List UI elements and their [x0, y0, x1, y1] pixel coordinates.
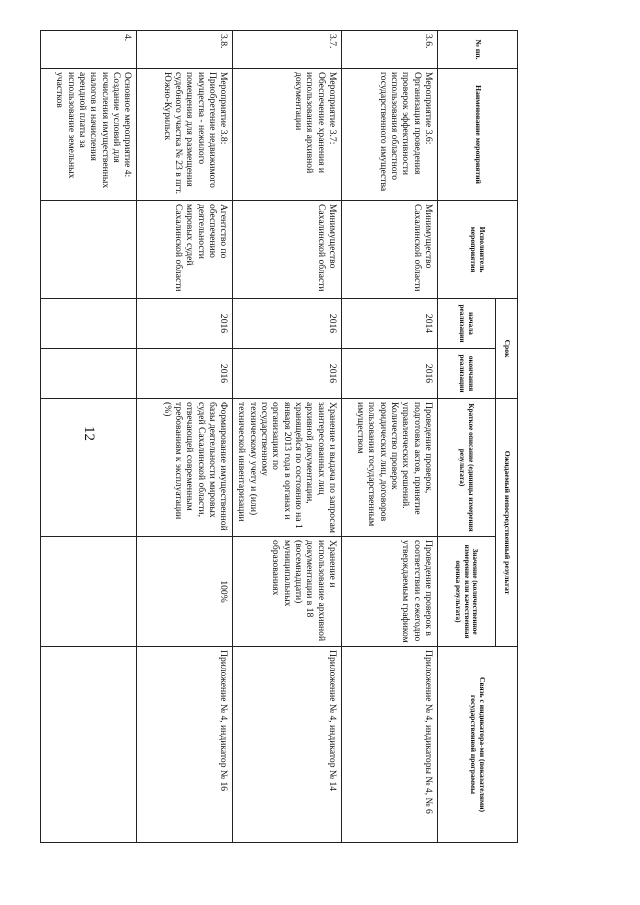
row-start [41, 299, 137, 349]
row-executor: Минимущество Сахалинской области [233, 201, 342, 299]
row-executor [41, 201, 137, 299]
table-row [233, 31, 342, 843]
header-link: Связь с индикатора-ми (показателями) государственной программы [438, 647, 518, 843]
header-term-start: начала реализации [438, 299, 496, 349]
row-link: Приложение № 4, индикатор № 14 [233, 647, 342, 843]
table-row [137, 31, 233, 843]
row-start: 2016 [137, 299, 233, 349]
header-result-short: Краткое описание (единицы измерения результата) [438, 399, 496, 537]
row-start: 2014 [342, 299, 438, 349]
row-end [41, 349, 137, 399]
header-result: Ожидаемый непосредственный результат [496, 399, 518, 647]
row-value: Проведение проверок в соответствии с ежегодно утверждаемым графиком [342, 537, 438, 647]
row-executor: Агентство по обеспечению деятельности мировых судей Сахалинской области [137, 201, 233, 299]
row-name: Мероприятие 3.8: Приобретение недвижимого имущества - нежилого помещения для размещения судебного участка № 23 в пгт. Южно-Курильск [137, 69, 233, 201]
row-short [41, 399, 137, 537]
row-name: Основное мероприятие 4: Создание условий для исчисления имущественных налогов и начисления арендной платы за использование земельных участков [41, 69, 137, 201]
row-executor: Минимущество Сахалинской области [342, 201, 438, 299]
page-number: 12 [80, 425, 97, 441]
row-value: Хранение и использование архивной документации в 18 (восемнадцати) муниципальных образованиях [233, 537, 342, 647]
table-row [342, 31, 438, 843]
header-executor: Исполнитель мероприятия [438, 201, 518, 299]
header-result-value: Значение (количественное измерение или качественная оценка результата) [438, 537, 496, 647]
row-num: 3.8. [137, 31, 233, 69]
row-link: Приложение № 4, индикаторы № 4, № 6 [342, 647, 438, 843]
row-link: Приложение № 4, индикатор № 16 [137, 647, 233, 843]
row-short: Хранение и выдача по запросам заинтересованных лиц архивной документации, хранящейся по состоянию на 1 января 2013 года в органах и организациях по государственному техническому учету и (или) технической инвентаризации [233, 399, 342, 537]
header-term-end: окончания реализации [438, 349, 496, 399]
row-end: 2016 [233, 349, 342, 399]
row-num: 3.6. [342, 31, 438, 69]
row-name: Мероприятие 3.7: Обеспечение хранения и использования архивной документации [233, 69, 342, 201]
row-link [41, 647, 137, 843]
row-value: 100% [137, 537, 233, 647]
row-short: Проведение проверок, подготовка актов, принятие управленческих решений. Количество проверок юридических лиц, договоров пользования государственным имуществом [342, 399, 438, 537]
table-row [41, 31, 137, 843]
row-name: Мероприятие 3.6: Организация проведения проверок эффективности использования областного государственного имущества [342, 69, 438, 201]
row-value [41, 537, 137, 647]
header-num: № пп. [438, 31, 518, 69]
program-activities-table [40, 30, 518, 843]
header-name: Наименование мероприятий [438, 69, 518, 201]
header-term: Срок [496, 299, 518, 399]
row-end: 2016 [137, 349, 233, 399]
row-end: 2016 [342, 349, 438, 399]
row-num: 4. [41, 31, 137, 69]
row-short: Формирование имущественной базы деятельности мировых судей Сахалинской области, отвечающей современным требованиям к эксплуатации (%) [137, 399, 233, 537]
row-start: 2016 [233, 299, 342, 349]
row-num: 3.7. [233, 31, 342, 69]
